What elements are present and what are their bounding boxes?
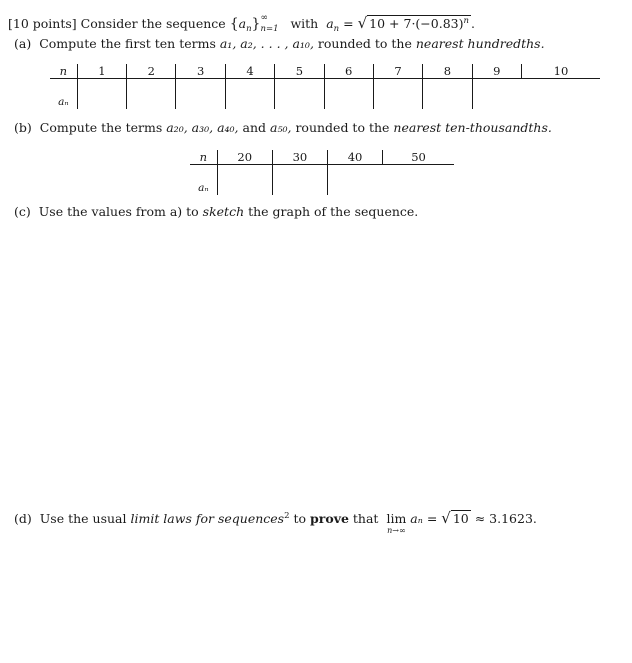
col-5: 5 (275, 64, 324, 79)
limit-radicand: 10 (452, 511, 469, 526)
col-10: 10 (521, 64, 600, 79)
seq-sup: ∞ (260, 13, 268, 23)
part-b-label: (b) (14, 120, 32, 135)
part-b-table (190, 150, 454, 195)
seq-var-sub: n (246, 24, 252, 34)
part-a-prompt (14, 36, 545, 52)
part-d-prompt (14, 508, 537, 535)
col-30: 30 (272, 150, 327, 165)
lim-sub: n→∞ (387, 526, 406, 535)
row-header-n: n (50, 64, 77, 79)
answer-cell[interactable] (423, 79, 472, 110)
row-header-an: aₙ (198, 182, 209, 194)
intro-text: Consider the sequence (80, 16, 226, 31)
limit-approx: ≈ 3.1623. (474, 511, 537, 526)
seq-close-brace: } (251, 16, 261, 32)
part-d-to: to (293, 511, 307, 526)
col-8: 8 (423, 64, 472, 79)
answer-cell[interactable] (327, 165, 382, 196)
seq-range: n=1 (260, 24, 279, 34)
part-b-text-mid: rounded to the (295, 120, 390, 135)
part-a-terms: a₁, a₂, . . . , a₁₀, (219, 36, 314, 51)
answer-cell[interactable] (275, 79, 324, 110)
answer-cell[interactable] (373, 79, 422, 110)
sqrt-icon: √ (441, 509, 451, 527)
answer-cell[interactable] (521, 79, 600, 110)
answer-cell[interactable] (176, 79, 225, 110)
formula-exponent: n (463, 16, 469, 26)
col-4: 4 (225, 64, 274, 79)
limit-sqrt (441, 510, 470, 527)
answer-cell[interactable] (472, 79, 521, 110)
answer-cell[interactable] (225, 79, 274, 110)
formula-lhs: a (326, 16, 334, 31)
part-d-text: Use the usual (39, 511, 127, 526)
sketch-area[interactable] (14, 226, 614, 501)
part-a-emph: nearest hundredths. (415, 36, 545, 51)
part-c-text: Use the values from a) to (38, 204, 199, 219)
formula-sqrt (358, 13, 471, 32)
part-c-text-after: the graph of the sequence. (248, 204, 419, 219)
seq-var: a (238, 16, 247, 31)
part-d-label: (d) (14, 511, 32, 526)
with-text: with (290, 16, 319, 31)
part-b-prompt (14, 120, 552, 136)
col-6: 6 (324, 64, 373, 79)
part-a-text: Compute the first ten terms (39, 36, 216, 51)
formula-equals: = (343, 16, 354, 31)
answer-cell[interactable] (77, 79, 126, 110)
part-a-text-mid: rounded to the (317, 36, 412, 51)
col-40: 40 (327, 150, 382, 165)
table-row-an (190, 165, 454, 196)
row-header-an: aₙ (58, 96, 69, 108)
part-a-table (50, 64, 600, 109)
part-b-and: and (242, 120, 267, 135)
col-3: 3 (176, 64, 225, 79)
formula-radicand: 10 + 7·(−0.83) (369, 16, 464, 31)
part-c-prompt (14, 204, 418, 220)
col-2: 2 (127, 64, 176, 79)
part-a-label: (a) (14, 36, 32, 51)
row-header-n: n (190, 150, 217, 165)
part-b-text: Compute the terms (39, 120, 163, 135)
col-9: 9 (472, 64, 521, 79)
part-b-last-term: a₅₀, (270, 120, 292, 135)
col-50: 50 (383, 150, 454, 165)
lim-equals: = (426, 511, 438, 526)
points-label: [10 points] (8, 16, 77, 31)
table-row-an (50, 79, 600, 110)
answer-cell[interactable] (217, 165, 272, 196)
footnote-marker: 2 (284, 511, 290, 521)
col-20: 20 (217, 150, 272, 165)
part-d-that: that (352, 511, 379, 526)
answer-cell[interactable] (383, 165, 454, 196)
sqrt-icon: √ (357, 14, 368, 32)
answer-cell[interactable] (272, 165, 327, 196)
table-row-n (50, 64, 600, 79)
lim-text: lim (386, 511, 407, 526)
part-b-emph: nearest ten-thousandths. (393, 120, 552, 135)
part-c-emph: sketch (202, 204, 245, 219)
lim-var: aₙ (410, 511, 423, 526)
formula-lhs-sub: n (333, 24, 340, 34)
answer-cell[interactable] (127, 79, 176, 110)
col-1: 1 (77, 64, 126, 79)
seq-open-brace: { (229, 16, 239, 32)
formula-period: . (470, 16, 475, 31)
problem-statement (8, 13, 475, 37)
answer-cell[interactable] (324, 79, 373, 110)
part-d-emph: limit laws for sequences (130, 511, 285, 526)
part-b-terms: a₂₀, a₃₀, a₄₀, (166, 120, 239, 135)
table-row-n (190, 150, 454, 165)
col-7: 7 (373, 64, 422, 79)
part-d-bold: prove (310, 511, 349, 526)
limit-expression (386, 511, 407, 535)
part-c-label: (c) (14, 204, 31, 219)
